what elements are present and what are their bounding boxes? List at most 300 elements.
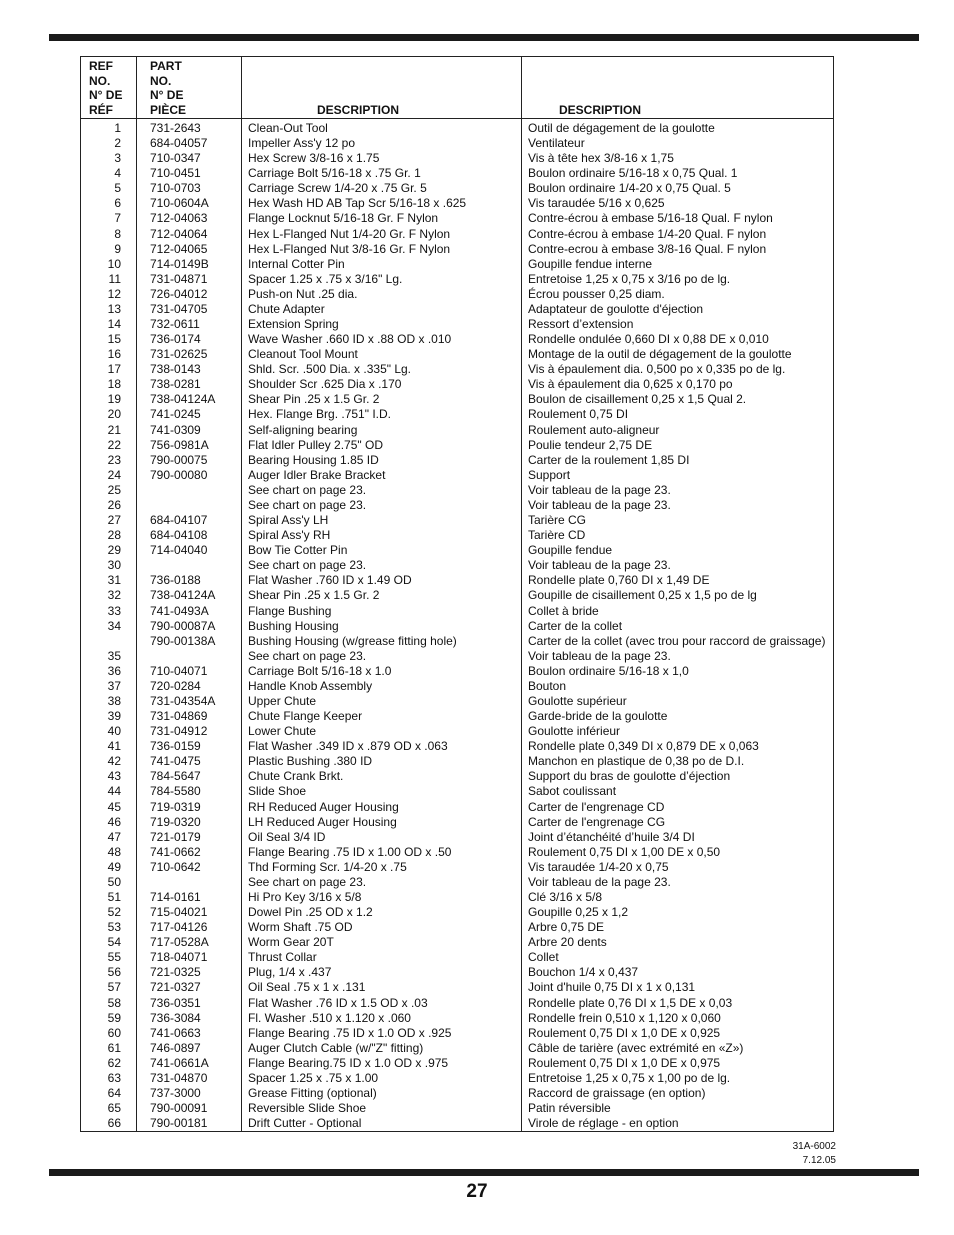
ref-cell: 49 [107,859,121,874]
description-fr-cell: Virole de réglage - en option [528,1116,679,1131]
ref-cell: 43 [107,769,121,784]
ref-cell: 39 [107,709,121,724]
table-row [81,649,833,664]
description-en-cell: Oil Seal 3/4 ID [248,829,326,844]
description-en-cell: See chart on page 23. [248,482,367,497]
ref-cell: 65 [107,1101,121,1116]
description-en-cell: Worm Shaft .75 OD [248,920,353,935]
description-en-cell: Carriage Bolt 5/16-18 x .75 Gr. 1 [248,166,421,181]
description-en-cell: Slide Shoe [248,784,307,799]
part-number-cell: 790-00080 [150,467,208,482]
table-row [81,830,833,845]
table-row [81,423,833,438]
table-row [81,1026,833,1041]
part-number-cell: 684-04107 [150,513,208,528]
description-fr-cell: Ressort d’extension [528,317,634,332]
description-fr-cell: Contre-écrou à embase 1/4-20 Qual. F nylon [528,226,767,241]
description-fr-cell: Vis taraudée 5/16 x 0,625 [528,196,665,211]
table-row [81,996,833,1011]
part-number-cell: 710-0703 [150,181,201,196]
ref-cell: 20 [107,407,121,422]
ref-cell: 24 [107,467,121,482]
description-en-cell: Oil Seal .75 x 1 x .131 [248,980,366,995]
table-row [81,588,833,603]
table-row [81,875,833,890]
description-fr-cell: Vis à épaulement dia 0,625 x 0,170 po [528,377,733,392]
description-fr-cell: Outil de dégagement de la goulotte [528,121,715,135]
table-row [81,694,833,709]
table-row [81,1101,833,1116]
part-number-cell: 741-0493A [150,603,209,618]
part-number-cell: 712-04063 [150,211,208,226]
description-fr-cell: Tarière CD [528,528,586,543]
part-number-cell: 726-04012 [150,286,208,301]
description-fr-cell: Goulotte supérieur [528,693,627,708]
description-fr-cell: Goulotte inférieur [528,724,621,739]
ref-cell: 62 [107,1055,121,1070]
ref-cell: 1 [114,121,121,135]
description-fr-cell: Voir tableau de la page 23. [528,648,671,663]
description-fr-cell: Boulon ordinaire 5/16-18 x 1,0 [528,663,689,678]
table-row [81,1116,833,1131]
ref-cell: 32 [107,588,121,603]
description-fr-cell: Raccord de graissage (en option) [528,1086,706,1100]
description-en-cell: Upper Chute [248,693,317,708]
description-en-cell: Auger Clutch Cable (w/"Z" fitting) [248,1040,424,1055]
description-fr-cell: Entretoise 1,25 x 0,75 x 3/16 po de lg. [528,271,731,286]
description-en-cell: Bushing Housing (w/grease fitting hole) [248,633,457,648]
description-en-cell: Hex Screw 3/8-16 x 1.75 [248,151,380,166]
table-row [81,242,833,257]
part-number-cell: 710-0642 [150,859,201,874]
table-row [81,211,833,226]
table-row [81,769,833,784]
table-row [81,468,833,483]
ref-cell: 44 [107,784,121,799]
part-number-cell: 790-00138A [150,633,216,648]
ref-cell: 55 [107,950,121,965]
ref-cell: 61 [107,1040,121,1055]
description-en-cell: Drift Cutter - Optional [248,1116,362,1131]
part-number-cell: 738-0281 [150,377,201,392]
description-fr-cell: Sabot coulissant [528,784,617,799]
part-number-cell: 714-0161 [150,889,201,904]
part-number-cell: 718-04071 [150,950,208,965]
part-number-cell: 731-04870 [150,1070,208,1085]
description-fr-cell: Arbre 20 dents [528,935,607,950]
description-en-cell: Carriage Screw 1/4-20 x .75 Gr. 5 [248,181,427,196]
description-en-cell: LH Reduced Auger Housing [248,814,397,829]
table-row [81,1071,833,1086]
description-fr-cell: Support du bras de goulotte d’éjection [528,769,731,784]
top-rule [49,34,919,41]
description-en-cell: Worm Gear 20T [248,935,334,950]
part-number-cell: 790-00075 [150,452,208,467]
description-en-cell: Flange Bearing.75 ID x 1.0 OD x .975 [248,1055,449,1070]
description-fr-cell: Manchon en plastique de 0,38 po de D.I. [528,754,745,769]
table-row [81,377,833,392]
ref-cell: 51 [107,889,121,904]
ref-cell: 46 [107,814,121,829]
part-number-cell: 790-00181 [150,1116,208,1131]
table-row [81,709,833,724]
ref-cell: 64 [107,1086,121,1100]
ref-cell: 30 [107,558,121,573]
description-fr-cell: Garde-bride de la goulotte [528,709,668,724]
part-number-cell: 736-3084 [150,1010,201,1025]
ref-cell: 50 [107,874,121,889]
part-number-cell: 710-04071 [150,663,208,678]
table-row [81,317,833,332]
description-fr-cell: Bouchon 1/4 x 0,437 [528,965,639,980]
part-number-cell: 756-0981A [150,437,209,452]
ref-cell: 41 [107,739,121,754]
description-en-cell: Flange Bushing [248,603,332,618]
part-number-cell: 784-5647 [150,769,201,784]
description-fr-cell: Voir tableau de la page 23. [528,497,671,512]
ref-cell: 13 [107,301,121,316]
description-fr-cell: Roulement 0,75 DI x 1,0 DE x 0,975 [528,1055,721,1070]
table-row [81,543,833,558]
part-number-cell: 746-0897 [150,1040,201,1055]
part-number-cell: 736-0351 [150,995,201,1010]
ref-cell: 60 [107,1025,121,1040]
table-row [81,483,833,498]
description-en-cell: RH Reduced Auger Housing [248,799,399,814]
description-en-cell: Clean-Out Tool [248,121,328,135]
table-row [81,558,833,573]
ref-cell: 29 [107,543,121,558]
part-number-cell: 714-0149B [150,256,209,271]
table-row [81,724,833,739]
description-fr-cell: Arbre 0,75 DE [528,920,605,935]
part-number-cell: 721-0325 [150,965,201,980]
ref-cell: 40 [107,724,121,739]
part-number-cell: 736-0159 [150,739,201,754]
table-row [81,438,833,453]
description-fr-cell: Carter de la collet [528,618,623,633]
part-number-cell: 741-0245 [150,407,201,422]
description-en-cell: Bow Tie Cotter Pin [248,543,348,558]
ref-cell: 57 [107,980,121,995]
ref-cell: 2 [114,136,121,151]
description-en-cell: Flange Bearing .75 ID x 1.0 OD x .925 [248,1025,452,1040]
part-number-cell: 731-04869 [150,709,208,724]
table-row [81,453,833,468]
table-row [81,1041,833,1056]
table-row [81,362,833,377]
description-fr-cell: Entretoise 1,25 x 0,75 x 1,00 po de lg. [528,1070,731,1085]
table-row [81,634,833,649]
table-row [81,950,833,965]
ref-cell: 31 [107,573,121,588]
description-en-cell: Shear Pin .25 x 1.5 Gr. 2 [248,392,380,407]
part-number-cell: 721-0179 [150,829,201,844]
description-en-cell: Impeller Ass'y 12 po [248,136,356,151]
description-fr-cell: Goupille de cisaillement 0,25 x 1,5 po de lg [528,588,757,603]
description-en-cell: Shear Pin .25 x 1.5 Gr. 2 [248,588,380,603]
description-en-cell: Thrust Collar [248,950,317,965]
description-en-cell: Thd Forming Scr. 1/4-20 x .75 [248,859,407,874]
description-en-cell: Spiral Ass'y LH [248,513,329,528]
description-fr-cell: Boulon de cisaillement 0,25 x 1,5 Qual 2. [528,392,747,407]
description-en-cell: Reversible Slide Shoe [248,1101,367,1116]
part-number-cell: 738-04124A [150,392,216,407]
description-fr-cell: Câble de tarière (avec extrémité en «Z») [528,1040,744,1055]
table-row [81,965,833,980]
description-fr-cell: Rondelle plate 0,349 DI x 0,879 DE x 0,063 [528,739,759,754]
table-row [81,166,833,181]
table-row [81,332,833,347]
ref-cell: 47 [107,829,121,844]
table-row [81,1011,833,1026]
ref-cell: 12 [107,286,121,301]
ref-cell: 10 [107,256,121,271]
table-row [81,272,833,287]
ref-cell: 52 [107,905,121,920]
part-number-cell: 732-0611 [150,317,200,332]
table-row [81,604,833,619]
parts-rows [81,121,833,1131]
part-number-cell: 738-04124A [150,588,216,603]
description-fr-cell: Ventilateur [528,136,585,151]
description-en-cell: See chart on page 23. [248,558,367,573]
table-row [81,860,833,875]
description-en-cell: Flat Washer .760 ID x 1.49 OD [248,573,412,588]
description-fr-cell: Voir tableau de la page 23. [528,482,671,497]
description-en-cell: See chart on page 23. [248,648,367,663]
table-row [81,815,833,830]
table-row [81,151,833,166]
description-en-cell: Plug, 1/4 x .437 [248,965,332,980]
table-row [81,619,833,634]
table-row [81,136,833,151]
table-row [81,800,833,815]
ref-cell: 7 [114,211,121,226]
description-fr-cell: Collet [528,950,559,965]
description-en-cell: See chart on page 23. [248,497,367,512]
description-en-cell: Dowel Pin .25 OD x 1.2 [248,905,373,920]
table-row [81,196,833,211]
table-row [81,302,833,317]
table-row [81,935,833,950]
part-number-cell: 741-0661A [150,1055,209,1070]
description-fr-cell: Patin réversible [528,1101,611,1116]
ref-cell: 45 [107,799,121,814]
description-en-cell: Chute Flange Keeper [248,709,363,724]
description-fr-cell: Roulement 0,75 DI x 1,00 DE x 0,50 [528,844,721,859]
description-en-cell: Shld. Scr. .500 Dia. x .335" Lg. [248,362,412,377]
description-en-cell: Hex Wash HD AB Tap Scr 5/16-18 x .625 [248,196,467,211]
description-fr-cell: Contre-ecrou à embase 3/8-16 Qual. F nylon [528,241,767,256]
table-row [81,573,833,588]
description-en-cell: Extension Spring [248,317,339,332]
description-fr-cell: Goupille 0,25 x 1,2 [528,905,629,920]
page-number: 27 [466,1181,488,1202]
description-fr-cell: Boulon ordinaire 1/4-20 x 0,75 Qual. 5 [528,181,731,196]
part-number-cell: 741-0662 [150,844,201,859]
description-fr-cell: Rondelle ondulée 0,660 DI x 0,88 DE x 0,010 [528,332,769,347]
description-en-cell: Chute Crank Brkt. [248,769,344,784]
ref-cell: 5 [114,181,121,196]
part-number-cell: 731-04871 [150,271,208,286]
description-fr-cell: Support [528,467,571,482]
description-en-cell: Carriage Bolt 5/16-18 x 1.0 [248,663,392,678]
description-fr-cell: Collet à bride [528,603,599,618]
part-number-cell: 710-0451 [150,166,201,181]
ref-cell: 38 [107,693,121,708]
table-row [81,890,833,905]
ref-cell: 23 [107,452,121,467]
part-number-cell: 712-04064 [150,226,208,241]
description-fr-cell: Roulement 0,75 DI x 1,0 DE x 0,925 [528,1025,721,1040]
description-en-cell: Fl. Washer .510 x 1.120 x .060 [248,1010,411,1025]
ref-cell: 34 [107,618,121,633]
ref-cell: 16 [107,347,121,362]
ref-cell: 42 [107,754,121,769]
part-number-cell: 715-04021 [150,905,208,920]
description-fr-cell: Adaptateur de goulotte d'éjection [528,301,704,316]
part-number-cell: 710-0604A [150,196,209,211]
ref-cell: 25 [107,482,121,497]
description-en-cell: Handle Knob Assembly [248,678,373,693]
description-en-cell: Cleanout Tool Mount [248,347,358,362]
table-row [81,407,833,422]
header-part: PART NO. N° DE PIÈCE [150,59,187,117]
ref-cell: 22 [107,437,121,452]
description-en-cell: Self-aligning bearing [248,422,358,437]
description-en-cell: Internal Cotter Pin [248,256,345,271]
description-en-cell: Hex L-Flanged Nut 1/4-20 Gr. F Nylon [248,226,451,241]
table-row [81,1056,833,1071]
description-en-cell: See chart on page 23. [248,874,367,889]
part-number-cell: 790-00087A [150,618,216,633]
description-en-cell: Flange Bearing .75 ID x 1.00 OD x .50 [248,844,452,859]
part-number-cell: 741-0663 [150,1025,201,1040]
table-row [81,121,833,136]
part-number-cell: 720-0284 [150,678,201,693]
description-fr-cell: Bouton [528,678,567,693]
description-en-cell: Hex. Flange Brg. .751" I.D. [248,407,391,422]
ref-cell: 6 [114,196,121,211]
ref-cell: 17 [107,362,121,377]
description-en-cell: Push-on Nut .25 dia. [248,286,358,301]
ref-cell: 66 [107,1116,121,1131]
description-fr-cell: Carter de l'engrenage CD [528,799,665,814]
part-number-cell: 684-04057 [150,136,208,151]
part-number-cell: 731-02625 [150,347,208,362]
part-number-cell: 719-0320 [150,814,201,829]
description-fr-cell: Goupille fendue interne [528,256,653,271]
part-number-cell: 731-04912 [150,724,208,739]
ref-cell: 37 [107,678,121,693]
ref-cell: 28 [107,528,121,543]
description-fr-cell: Montage de la outil de dégagement de la goulotte [528,347,792,362]
header-ref: REF NO. N° DE RÉF [89,59,123,117]
document-date: 7.12.05 [802,1155,836,1166]
table-row [81,920,833,935]
bottom-rule [49,1169,919,1176]
description-fr-cell: Voir tableau de la page 23. [528,874,671,889]
description-en-cell: Bushing Housing [248,618,339,633]
description-en-cell: Plastic Bushing .380 ID [248,754,373,769]
description-en-cell: Shoulder Scr .625 Dia x .170 [248,377,402,392]
description-en-cell: Hi Pro Key 3/16 x 5/8 [248,889,362,904]
description-fr-cell: Joint d'huile 0,75 DI x 1 x 0,131 [528,980,696,995]
description-fr-cell: Carter de l'engrenage CG [528,814,666,829]
description-fr-cell: Clé 3/16 x 5/8 [528,889,603,904]
ref-cell: 58 [107,995,121,1010]
description-fr-cell: Contre-écrou à embase 5/16-18 Qual. F nylon [528,211,773,226]
part-number-cell: 717-0528A [150,935,209,950]
part-number-cell: 736-0174 [150,332,201,347]
table-row [81,513,833,528]
table-row [81,498,833,513]
ref-cell: 14 [107,317,121,332]
header-description-fr: DESCRIPTION [559,102,642,117]
table-row [81,679,833,694]
table-row [81,739,833,754]
description-fr-cell: Voir tableau de la page 23. [528,558,671,573]
table-row [81,664,833,679]
ref-cell: 59 [107,1010,121,1025]
description-fr-cell: Boulon ordinaire 5/16-18 x 0,75 Qual. 1 [528,166,738,181]
description-fr-cell: Roulement 0,75 DI [528,407,629,422]
part-number-cell: 731-04354A [150,693,216,708]
part-number-cell: 731-04705 [150,301,208,316]
description-en-cell: Spacer 1.25 x .75 x 1.00 [248,1070,379,1085]
description-en-cell: Spacer 1.25 x .75 x 3/16" Lg. [248,271,403,286]
description-fr-cell: Goupille fendue [528,543,613,558]
table-row [81,287,833,302]
ref-cell: 48 [107,844,121,859]
table-row [81,754,833,769]
part-number-cell: 741-0475 [150,754,201,769]
description-fr-cell: Vis à tête hex 3/8-16 x 1,75 [528,151,674,166]
ref-cell: 19 [107,392,121,407]
ref-cell: 4 [114,166,121,181]
ref-cell: 11 [108,271,121,286]
ref-cell: 8 [114,226,121,241]
description-fr-cell: Rondelle plate 0,760 DI x 1,49 DE [528,573,710,588]
ref-cell: 56 [107,965,121,980]
description-en-cell: Grease Fitting (optional) [248,1086,377,1100]
part-number-cell: 710-0347 [150,151,201,166]
table-row [81,845,833,860]
part-number-cell: 731-2643 [150,121,201,135]
parts-table [80,56,834,1132]
description-fr-cell: Joint d’étanchéité d’huile 3/4 DI [528,829,695,844]
description-fr-cell: Roulement auto-aligneur [528,422,660,437]
header-divider [81,118,833,119]
table-row [81,392,833,407]
part-number-cell: 736-0188 [150,573,201,588]
description-en-cell: Wave Washer .660 ID x .88 OD x .010 [248,332,452,347]
part-number-cell: 714-04040 [150,543,208,558]
description-en-cell: Auger Idler Brake Bracket [248,467,386,482]
table-row [81,905,833,920]
part-number-cell: 738-0143 [150,362,201,377]
table-row [81,528,833,543]
description-en-cell: Flat Washer .76 ID x 1.5 OD x .03 [248,995,428,1010]
part-number-cell: 741-0309 [150,422,201,437]
description-fr-cell: Vis à épaulement dia. 0,500 po x 0,335 po de lg. [528,362,786,377]
ref-cell: 53 [107,920,121,935]
ref-cell: 3 [114,151,121,166]
table-row [81,181,833,196]
description-fr-cell: Écrou pousser 0,25 diam. [528,286,665,301]
ref-cell: 9 [114,241,121,256]
